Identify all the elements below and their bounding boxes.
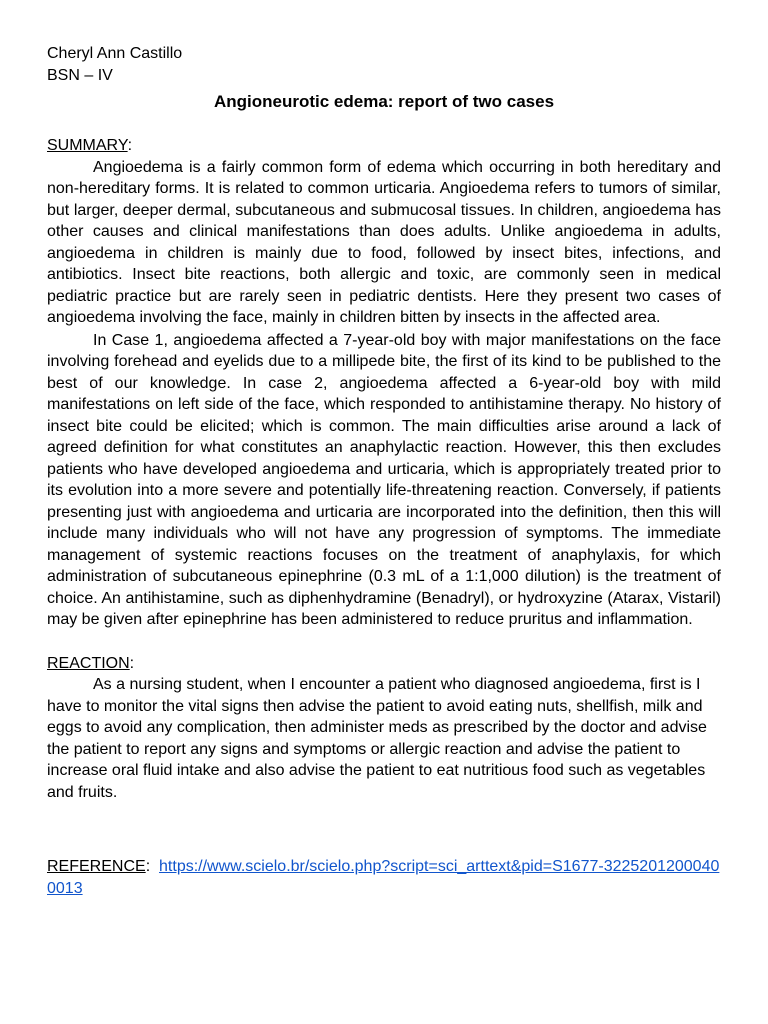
reference-heading-colon: : [145, 858, 151, 875]
reaction-heading [47, 653, 721, 675]
summary-heading [47, 135, 721, 157]
reaction-paragraph: As a nursing student, when I encounter a patient who diagnosed angioedema, first is I have to monitor the vital signs then advise the patient to avoid eating nuts, shellfish, milk and eggs to avoid any complication, then administer meds as prescribed by the doctor and advise the patient to report any signs and symptoms or allergic reaction and advise the patient to increase oral fluid intake and also advise the patient to eat nutritious food such as vegetables and fruits. [47, 676, 707, 801]
reaction-heading-colon: : [129, 654, 135, 672]
reference-link[interactable]: https://www.scielo.br/scielo.php?script=sci_arttext&pid=S1677-3225201200040001​3 [47, 858, 720, 897]
reaction-heading-text: REACTION [47, 654, 130, 672]
course-label: BSN – IV [47, 66, 113, 84]
summary-paragraph-1: Angioedema is a fairly common form of edema which occurring in both hereditary and non-hereditary forms. It is related to common urticaria. Angioedema refers to tumors of similar, but larger, deeper dermal, subcutaneous and submucosal tissues. In children, angioedema has other causes and clinical manifestations than does adults. Unlike angioedema in adults, angioedema in children is mainly due to food, followed by insect bites, infections, and antibiotics. Insect bite reactions, both allergic and toxic, are commonly seen in medical pediatric practice but are rarely seen in pediatric dentists. Here they present two cases of angioedema involving the face, mainly in children bitten by insects in the affected area. [47, 158, 721, 326]
summary-heading-text: SUMMARY [47, 137, 128, 154]
summary-heading-colon: : [127, 137, 133, 154]
reference-heading-text: REFERENCE [47, 858, 146, 875]
document-title: Angioneurotic edema: report of two cases [213, 92, 555, 111]
document-page [47, 43, 721, 900]
reference-line [47, 856, 721, 900]
summary-paragraph-2: In Case 1, angioedema affected a 7-year-old boy with major manifestations on the face involving forehead and eyelids due to a millipede bite, the first of its kind to be published to the best of our knowledge. In case 2, angioedema affected a 6-year-old boy with mild manifestations on left side of the face, which responded to antihistamine therapy. No history of insect bite could be elicited; which is common. The main difficulties arise around a lack of agreed definition for what constitutes an anaphylactic reaction. However, this then excludes patients who have developed angioedema and urticaria, which is appropriately treated prior to its evolution into a more severe and potentially life-threatening reaction. Conversely, if patients presenting just with angioedema and urticaria are incorporated into the definition, then this will include many individuals who will not have any progression of symptoms. The immediate management of systemic reactions focuses on the treatment of anaphylaxis, for which administration of subcutaneous epinephrine (0.3 mL of a 1:1,000 dilution) is the treatment of choice. An antihistamine, such as diphenhydramine (Benadryl), or hydroxyzine (Atarax, Vistaril) may be given after epinephrine has been administered to reduce pruritus and inflammation. [47, 331, 721, 628]
author-name: Cheryl Ann Castillo [47, 45, 183, 62]
